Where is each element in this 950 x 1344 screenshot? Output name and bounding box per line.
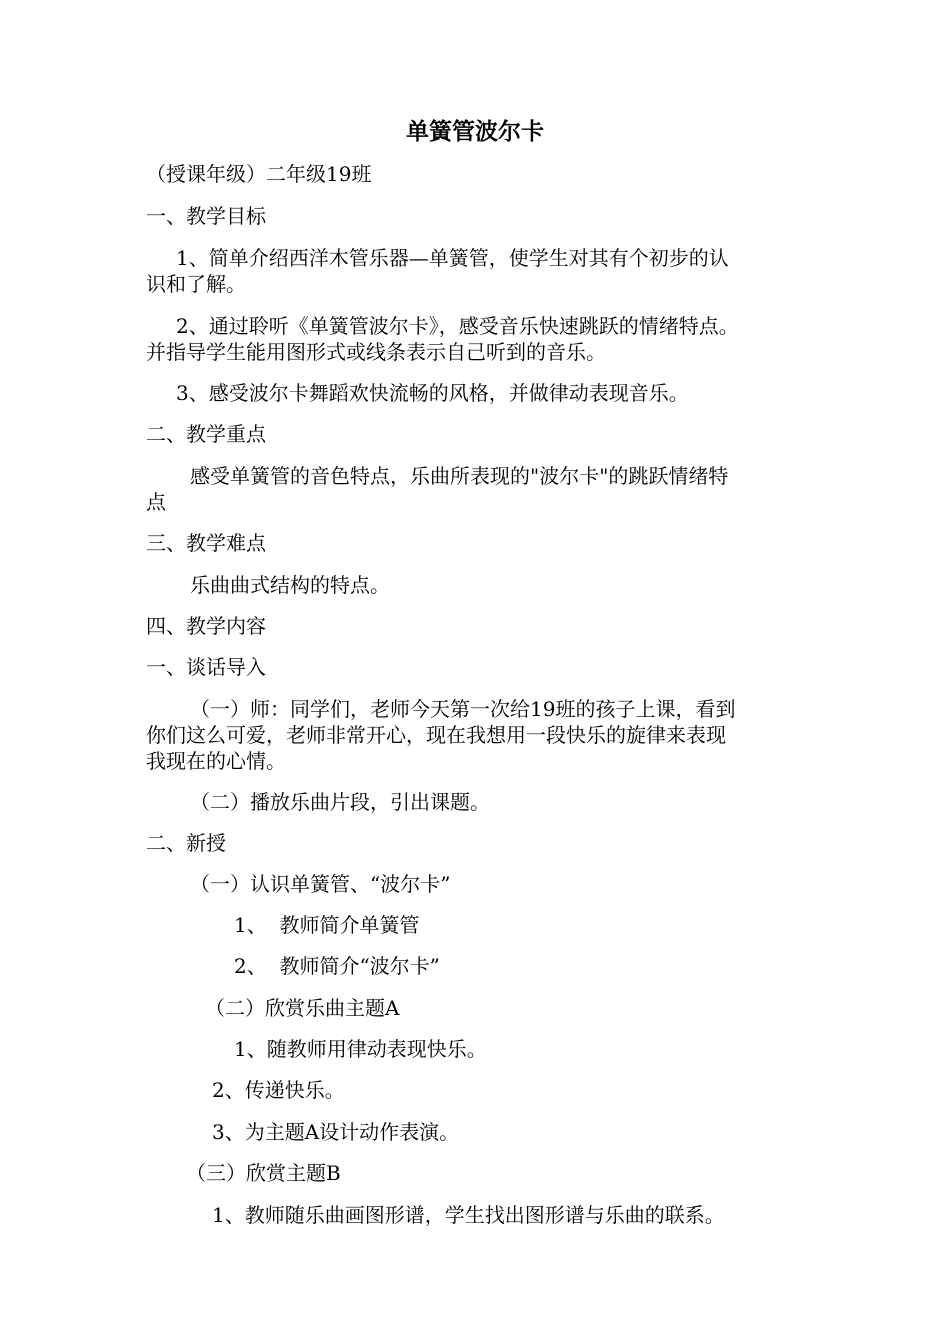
subsection-1-item-1: 1、 教师简介单簧管 — [234, 913, 420, 937]
subsection-2-item-1: 1、随教师用律动表现快乐。 — [234, 1037, 487, 1061]
subsection-1-heading: （一）认识单簧管、“波尔卡” — [190, 872, 451, 896]
subsection-3-item-1: 1、教师随乐曲画图形谱，学生找出图形谱与乐曲的联系。 — [212, 1203, 725, 1227]
subsection-2-heading: （二）欣赏乐曲主题A — [205, 996, 400, 1020]
subsection-1-item-2: 2、 教师简介“波尔卡” — [234, 954, 440, 978]
section-heading-new-lesson: 二、新授 — [146, 831, 226, 855]
objective-3: 3、感受波尔卡舞蹈欢快流畅的风格，并做律动表现音乐。 — [176, 381, 689, 405]
subsection-2-item-2: 2、传递快乐。 — [212, 1078, 345, 1102]
key-point-line-2: 点 — [146, 490, 166, 514]
section-heading-objectives: 一、教学目标 — [146, 204, 266, 228]
intro-1-line-2: 你们这么可爱，老师非常开心，现在我想用一段快乐的旋律来表现 — [146, 723, 726, 747]
intro-1-line-1: （一）师：同学们，老师今天第一次给19班的孩子上课，看到 — [190, 697, 736, 721]
objective-1-line-1: 1、简单介绍西洋木管乐器—单簧管，使学生对其有个初步的认 — [176, 246, 729, 270]
section-heading-content: 四、教学内容 — [146, 614, 266, 638]
subsection-3-heading: （三）欣赏主题B — [186, 1161, 341, 1185]
intro-2: （二）播放乐曲片段，引出课题。 — [190, 790, 490, 814]
objective-2-line-2: 并指导学生能用图形式或线条表示自己听到的音乐。 — [146, 340, 606, 364]
grade-line: （授课年级）二年级19班 — [146, 162, 372, 186]
difficulty-text: 乐曲曲式结构的特点。 — [190, 573, 390, 597]
section-heading-introduction: 一、谈话导入 — [146, 655, 266, 679]
section-heading-difficulties: 三、教学难点 — [146, 531, 266, 555]
document-title: 单簧管波尔卡 — [406, 119, 544, 145]
section-heading-key-points: 二、教学重点 — [146, 422, 266, 446]
key-point-line-1: 感受单簧管的音色特点，乐曲所表现的"波尔卡"的跳跃情绪特 — [190, 464, 729, 488]
objective-2-line-1: 2、通过聆听《单簧管波尔卡》，感受音乐快速跳跃的情绪特点。 — [176, 314, 739, 338]
intro-1-line-3: 我现在的心情。 — [146, 749, 286, 773]
subsection-2-item-3: 3、为主题A设计动作表演。 — [212, 1120, 460, 1144]
objective-1-line-2: 识和了解。 — [146, 272, 246, 296]
